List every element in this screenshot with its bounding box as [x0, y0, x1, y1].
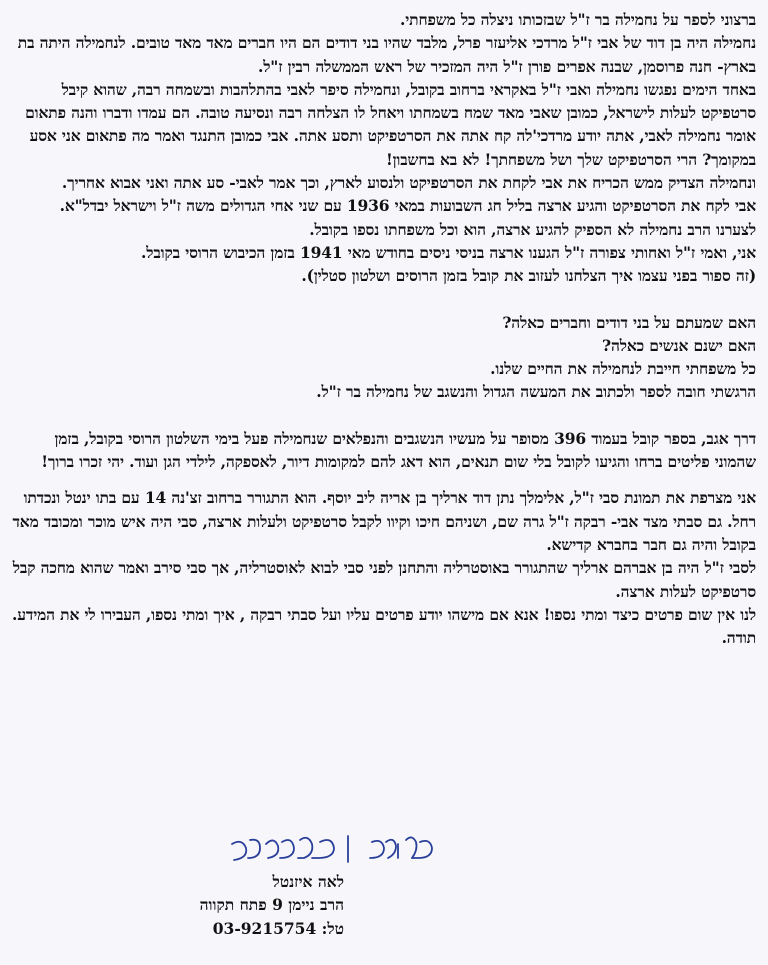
paragraph-gap — [8, 288, 756, 311]
paragraph: באחד הימים נפגשו נחמילה ואבי ז"ל באקראי ברחוב בקובל, ונחמילה סיפר לאבי בהתלהבות ובשמחה רבה, שהוא קיבל סרטפיקט לעלות לישראל, כמובן שאבי מאד שמח בשמחתו ויאחל לו הצלחה רבה ונסיעה טובה. הם עמדו ודברו והנה פתאום אומר נחמילה לאבי, אתה יודע מרדכי'לה קח אתה את הסרטפיקט ותסע אתה. אבי כמובן התנגד ואמר מה פתאום אני אסע במקומך? הרי הסרטפיקט שלך ושל משפחתך! לא בא בחשבון! — [25, 79, 756, 169]
paragraph: לצערנו הרב נחמילה לא הספיק להגיע ארצה, הוא וכל משפחתו נספו בקובל. — [309, 219, 756, 239]
paragraph: הרגשתי חובה לספר ולכתוב את המעשה הגדול והנשגב של נחמילה בר ז"ל. — [316, 382, 756, 402]
sender-details — [200, 870, 344, 940]
paragraph: כל משפחתי חייבת לנחמילה את החיים שלנו. — [490, 359, 756, 379]
paragraph: ונחמילה הצדיק ממש הכריח את אבי לקחת את הסרטפיקט ולנסוע לארץ, וכך אמר לאבי- סע אתה ואני אבוא אחריך. — [61, 173, 756, 193]
paragraph: נחמילה היה בן דוד של אבי ז"ל מרדכי אליעזר פרל, מלבד שהיו בני דודים הם היו חברים מאד מאד טובים. לנחמילה היתה בת בארץ- חנה פרוסמן, שבנה אפרים פורן ז"ל היה המזכיר של ראש הממשלה רבין ז"ל. — [17, 33, 756, 76]
paragraph: אני, ואמי ז"ל ואחותי צפורה ז"ל הגענו ארצה בניסי ניסים בחודש מאי 1941 בזמן הכיבוש הרוסי בקובל. — [141, 242, 756, 262]
paragraph: לסבי ז"ל היה בן אברהם ארליך שהתגורר באוסטרליה והתחנן לפני סבי לבוא לאוסטרליה, אך סבי סירב ואמר שהוא מחכה קבל סרטפיקט לעלות ארצה. — [12, 558, 756, 601]
paragraph: אני מצרפת את תמונת סבי ז"ל, אלימלך נתן דוד ארליך בן אריה ליב יוסף. הוא התגורר ברחוב זצ'נה 14 עם בתו ינטל ונכדתו רחל. גם סבתי מצד אבי- רבקה ז"ל גרה שם, ושניהם חיכו וקיוו לקבל סרטפיקט ולעלות ארצה, סבי היה איש מוכר ומכובד מאד בקובל והיה גם חבר בחברא קדישא. — [12, 488, 756, 554]
sender-phone-line — [200, 917, 344, 940]
phone-label: טל: — [321, 918, 344, 938]
paragraph: אבי לקח את הסרטפיקט והגיע ארצה בליל חג השבועות במאי 1936 עם שני אחי הגדולים משה ז"ל וישראל יבדל"א. — [59, 196, 756, 216]
paragraph-gap — [8, 404, 756, 427]
paragraph-gap — [8, 473, 756, 486]
paragraph: לנו אין שום פרטים כיצד ומתי נספו! אנא אם מישהו יודע פרטים עליו ועל סבתי רבקה , איך ומתי נספו, העבירו לי את המידע. תודה. — [12, 604, 756, 648]
phone-number: 03-9215754 — [212, 918, 317, 938]
paragraph: (זה ספור בפני עצמו איך הצלחנו לעזוב את קובל בזמן הרוסים ושלטון סטלין). — [301, 266, 756, 286]
paragraph: דרך אגב, בספר קובל בעמוד 396 מסופר על מעשיו הנשגבים והנפלאים שנחמילה פעל בימי השלטון הרוסי בקובל, בזמן שהמוני פליטים ברחו והגיעו לקובל בלי שום תנאים, הוא דאג להם למקומות דיור, לאספקה, לילדי הגן ועוד. יהי זכרו ברוך! — [41, 428, 756, 472]
paragraph: האם שמעתם על בני דודים וחברים כאלה? — [502, 312, 756, 332]
paragraph: ברצוני לספר על נחמילה בר ז"ל שבזכותו ניצלה כל משפחתי. — [399, 10, 756, 29]
sender-name: לאה איזנטל — [272, 872, 344, 891]
sender-address: הרב ניימן 9 פתח תקווה — [199, 895, 344, 915]
letter-body — [8, 8, 756, 649]
paragraph: האם ישנם אנשים כאלה? — [602, 335, 756, 355]
